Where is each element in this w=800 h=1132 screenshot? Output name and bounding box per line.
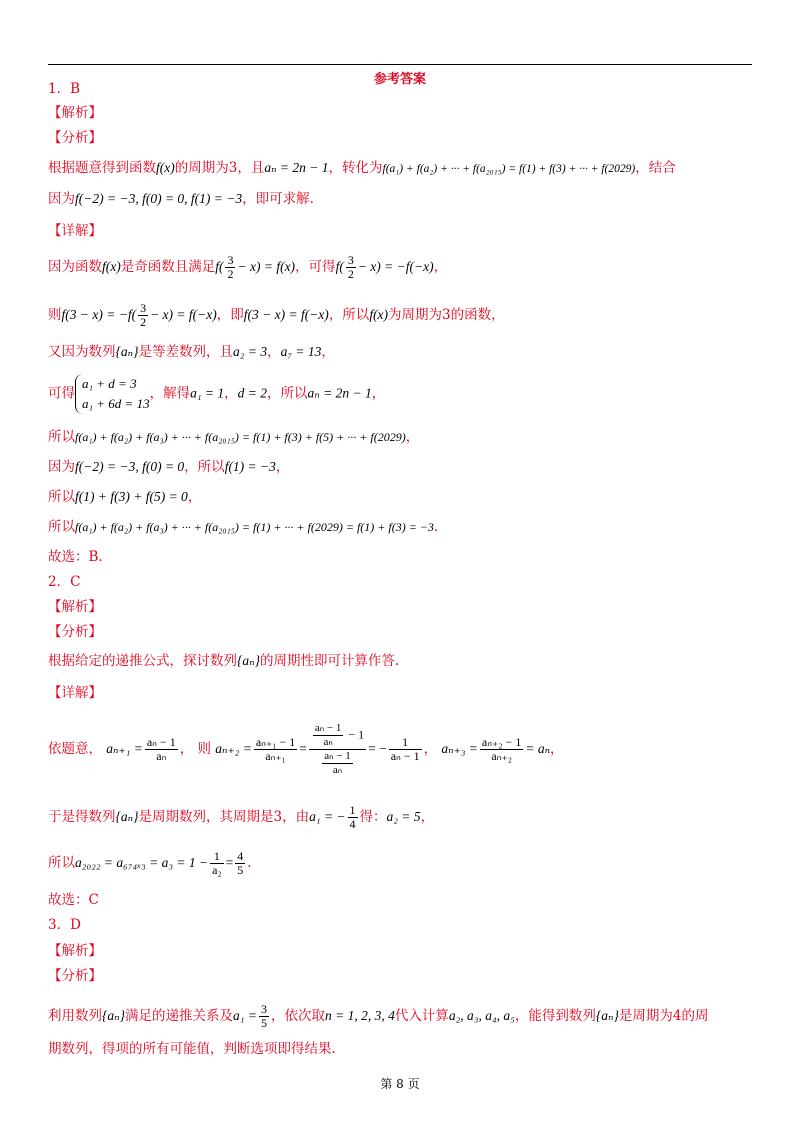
q2-xiangjie-label: 【详解】 <box>48 685 102 701</box>
q2-detail-line2: 于是得数列{aₙ}是周期数列，其周期是3，由a₁ = − $\frac{1}{4}$ 得：a₂ = 5， <box>48 803 435 831</box>
header-rule <box>48 64 752 65</box>
q3-number: 3．D <box>48 917 81 933</box>
q1-xiangjie-label: 【详解】 <box>48 223 102 239</box>
q1-fenxi-label: 【分析】 <box>48 130 102 146</box>
page-footer: 第 8 页 <box>380 1077 420 1091</box>
q1-analysis-line2: 因为f(−2) = −3, f(0) = 0, f(1) = −3，即可求解. <box>48 191 314 207</box>
q1-detail-line1: 因为函数f(x)是奇函数且满足f( $\frac{3}{2}$ − x) = f(x)，可得f( $\frac{3}{2}$ − x) = −f(−x)， <box>48 253 448 281</box>
q3-fenxi-label: 【分析】 <box>48 968 102 984</box>
q2-detail-line1: 依题意， aₙ₊₁ = $\frac{\text{aₙ − 1}}{\text{aₙ}}$ ， 则 aₙ₊₂ = $\frac{\text{aₙ₊₁ − 1}}{\text{aₙ₊₁}}$ = $\frac{\text{aₙ − 1}}{\text{aₙ}}$ − 1 $\frac{\text{aₙ − 1}}{\text{aₙ}}$ = − $\frac{1}{\text{aₙ − 1}}$ ， aₙ₊₃ = $\frac{\text{aₙ₊₂ − 1}}{\text{aₙ₊₂}}$ = aₙ， <box>48 722 564 776</box>
frac-3-2: $\frac{3}{2}$ <box>227 253 234 281</box>
q2-jiexi-label: 【解析】 <box>48 599 102 615</box>
q2-fenxi-label: 【分析】 <box>48 624 102 640</box>
q1-jiexi-label: 【解析】 <box>48 105 102 121</box>
q3-jiexi-label: 【解析】 <box>48 943 102 959</box>
q2-answer: 故选：C <box>48 892 99 908</box>
q1-answer: 故选：B. <box>48 549 103 565</box>
q1-detail-line8: 所以f(a₁) + f(a₂) + f(a₃) + ··· + f(a₂₀₁₅) = f(1) + ··· + f(2029) = f(1) + f(3) = −3. <box>48 519 439 535</box>
q2-analysis-line1: 根据给定的递推公式，探讨数列{aₙ}的周期性即可计算作答. <box>48 653 400 669</box>
q1-detail-line6: 因为f(−2) = −3, f(0) = 0，所以f(1) = −3， <box>48 459 290 475</box>
q1-analysis-line1: 根据题意得到函数f(x)的周期为3，且aₙ = 2n − 1，转化为f(a₁) + f(a₂) + ··· + f(a₂₀₁₅) = f(1) + f(3) + ··· + f(2029)，结合 <box>48 160 676 176</box>
q1-detail-line2: 则f(3 − x) = −f( $\frac{3}{2}$ − x) = f(−x)，即f(3 − x) = f(−x)，所以f(x)为周期为3的函数， <box>48 301 505 329</box>
page-title: 参考答案 <box>373 72 426 87</box>
q1-detail-line3: 又因为数列{aₙ}是等差数列，且a₂ = 3，a₇ = 13， <box>48 344 335 360</box>
q3-analysis-line1: 利用数列{aₙ}满足的递推关系及a₁ = $\frac{3}{5}$ ，依次取n = 1, 2, 3, 4代入计算a₂, a₃, a₄, a₅，能得到数列{aₙ}是周期为4的周 <box>48 1002 709 1030</box>
q1-number: 1．B <box>48 81 81 97</box>
q3-analysis-line2: 期数列，得项的所有可能值，判断选项即得结果. <box>48 1041 336 1057</box>
q2-detail-line3: 所以a₂₀₂₂ = a₆₇₄ₓ₃ = a₃ = 1 − $\frac{1}{\text{a₂}}$ = $\frac{4}{5}$ . <box>48 849 252 877</box>
q1-detail-line5: 所以f(a₁) + f(a₂) + f(a₃) + ··· + f(a₂₀₁₅) = f(1) + f(3) + f(5) + ··· + f(2029)， <box>48 429 420 445</box>
q1-detail-line7: 所以f(1) + f(3) + f(5) = 0， <box>48 489 202 505</box>
q1-detail-line4: 可得 a₁ + d = 3 a₁ + 6d = 13 ，解得a₁ = 1，d = 2，所以aₙ = 2n − 1， <box>48 374 385 414</box>
q2-number: 2．C <box>48 574 81 590</box>
equation-system: a₁ + d = 3 a₁ + 6d = 13 <box>75 374 150 414</box>
